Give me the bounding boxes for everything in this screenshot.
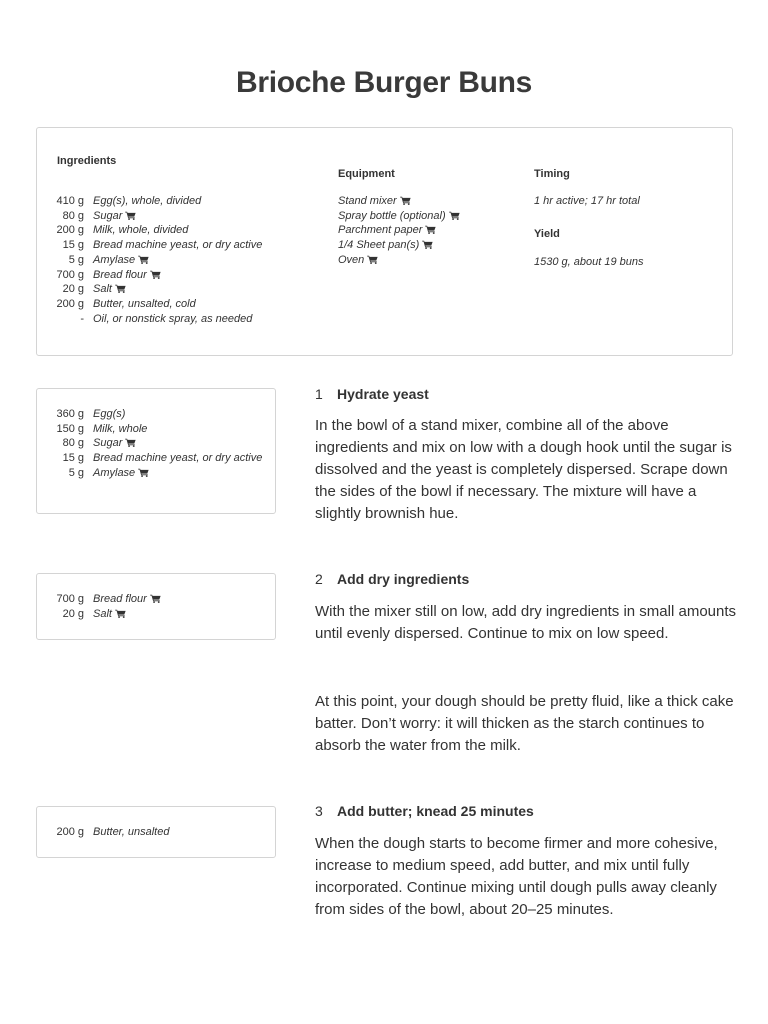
equipment-item bbox=[338, 209, 518, 224]
ingredient-name: Salt bbox=[93, 607, 112, 620]
ingredient-row bbox=[52, 253, 322, 268]
ingredient-row bbox=[52, 282, 322, 297]
page-title: Brioche Burger Buns bbox=[235, 66, 532, 99]
shopping-cart-icon[interactable] bbox=[115, 609, 126, 618]
shopping-cart-icon[interactable] bbox=[150, 594, 161, 603]
shopping-cart-icon[interactable] bbox=[138, 468, 149, 477]
shopping-cart-icon[interactable] bbox=[150, 270, 161, 279]
ingredient-qty: 5 g bbox=[68, 466, 84, 479]
equipment-name: 1/4 Sheet pan(s) bbox=[338, 239, 420, 252]
shopping-cart-icon[interactable] bbox=[449, 211, 460, 220]
ingredient-name: Salt bbox=[93, 283, 112, 296]
equipment-name: Spray bottle (optional) bbox=[338, 209, 446, 222]
yield-heading: Yield bbox=[534, 228, 560, 240]
shopping-cart-icon[interactable] bbox=[400, 196, 411, 205]
equipment-name: Oven bbox=[338, 253, 365, 266]
ingredient-qty: 15 g bbox=[62, 452, 84, 465]
equipment-name: Parchment paper bbox=[338, 224, 423, 237]
ingredient-row bbox=[52, 297, 322, 312]
step-title: Hydrate yeast bbox=[337, 386, 429, 402]
step-3-ingredients-box bbox=[36, 806, 276, 858]
step-title: Add dry ingredients bbox=[337, 571, 470, 587]
ingredients-heading: Ingredients bbox=[57, 155, 117, 167]
ingredient-row bbox=[52, 825, 267, 840]
equipment-item bbox=[338, 238, 518, 253]
step-instructions: When the dough starts to become firmer and more cohesive, increase to medium speed, add butter, and mix until fully incorporated. Continue mixing until dough pulls away cleanly from sides of the bowl, about 20–25 minutes. bbox=[315, 835, 718, 918]
ingredient-name: Milk, whole bbox=[93, 422, 148, 435]
step-title: Add butter; knead 25 minutes bbox=[337, 803, 534, 819]
ingredient-name: Bread machine yeast, or dry active bbox=[93, 452, 263, 465]
ingredient-name: Sugar bbox=[93, 209, 123, 222]
step-instructions: With the mixer still on low, add dry ingredients in small amounts until evenly dispersed. Continue to mix on low speed. bbox=[315, 603, 737, 642]
step-instructions: At this point, your dough should be pretty fluid, like a thick cake batter. Don’t worry: it will thicken as the starch continues to absorb the water from the milk. bbox=[315, 693, 734, 754]
ingredient-qty: 700 g bbox=[56, 268, 84, 281]
step-number: 2 bbox=[315, 571, 323, 587]
ingredient-qty: 200 g bbox=[56, 297, 84, 310]
step-2-ingredients-box bbox=[36, 573, 276, 640]
ingredient-name: Butter, unsalted bbox=[93, 826, 170, 838]
timing-value: 1 hr active; 17 hr total bbox=[534, 195, 640, 207]
recipe-summary-card bbox=[36, 127, 733, 356]
ingredient-qty: 200 g bbox=[56, 826, 84, 838]
shopping-cart-icon[interactable] bbox=[422, 240, 433, 249]
ingredient-row bbox=[52, 592, 267, 607]
ingredient-name: Bread flour bbox=[93, 593, 147, 605]
ingredient-qty: 700 g bbox=[56, 593, 84, 605]
ingredient-name: Bread flour bbox=[93, 268, 147, 281]
shopping-cart-icon[interactable] bbox=[138, 255, 149, 264]
shopping-cart-icon[interactable] bbox=[367, 255, 378, 264]
step-number: 3 bbox=[315, 803, 323, 819]
ingredient-name: Sugar bbox=[93, 437, 123, 450]
ingredient-name: Butter, unsalted, cold bbox=[93, 297, 196, 310]
step-ingredient-list bbox=[52, 592, 267, 621]
ingredient-row bbox=[52, 422, 267, 437]
ingredient-row bbox=[52, 451, 267, 466]
ingredient-row bbox=[52, 436, 267, 451]
ingredient-qty: 20 g bbox=[62, 283, 84, 296]
ingredient-name: Amylase bbox=[93, 253, 136, 266]
step-ingredient-list bbox=[52, 825, 267, 840]
equipment-item bbox=[338, 253, 518, 268]
yield-value: 1530 g, about 19 buns bbox=[534, 256, 644, 268]
shopping-cart-icon[interactable] bbox=[125, 211, 136, 220]
ingredient-qty: 15 g bbox=[62, 239, 84, 252]
ingredient-row bbox=[52, 209, 322, 224]
ingredient-name: Amylase bbox=[93, 466, 136, 479]
summary-ingredient-list bbox=[52, 194, 322, 326]
equipment-heading: Equipment bbox=[338, 168, 395, 180]
ingredient-row bbox=[52, 466, 267, 481]
ingredient-qty: - bbox=[80, 312, 84, 325]
ingredient-row bbox=[52, 407, 267, 422]
ingredient-row bbox=[52, 223, 322, 238]
ingredient-name: Egg(s) bbox=[93, 408, 126, 420]
shopping-cart-icon[interactable] bbox=[125, 438, 136, 447]
ingredient-qty: 5 g bbox=[68, 253, 84, 266]
equipment-item bbox=[338, 194, 518, 209]
ingredient-row bbox=[52, 312, 322, 327]
ingredient-row bbox=[52, 194, 322, 209]
ingredient-name: Bread machine yeast, or dry active bbox=[93, 239, 263, 252]
shopping-cart-icon[interactable] bbox=[425, 225, 436, 234]
ingredient-qty: 80 g bbox=[62, 209, 84, 222]
equipment-list bbox=[338, 194, 518, 268]
ingredient-qty: 410 g bbox=[56, 195, 84, 207]
ingredient-row bbox=[52, 268, 322, 283]
ingredient-row bbox=[52, 607, 267, 622]
ingredient-qty: 80 g bbox=[62, 437, 84, 450]
equipment-item bbox=[338, 223, 518, 238]
ingredient-name: Oil, or nonstick spray, as needed bbox=[93, 312, 253, 325]
ingredient-name: Milk, whole, divided bbox=[93, 224, 189, 237]
ingredient-qty: 200 g bbox=[56, 224, 84, 237]
ingredient-qty: 360 g bbox=[56, 408, 84, 420]
shopping-cart-icon[interactable] bbox=[115, 284, 126, 293]
step-instructions: In the bowl of a stand mixer, combine all of the above ingredients and mix on low with a dough hook until the sugar is dissolved and the yeast is completely dispersed. Scrape down the sides of the bowl if necessary. The mixture will have a slightly brownish hue. bbox=[315, 417, 732, 522]
ingredient-name: Egg(s), whole, divided bbox=[93, 195, 202, 207]
ingredient-qty: 20 g bbox=[62, 607, 84, 620]
equipment-name: Stand mixer bbox=[338, 195, 397, 207]
ingredient-qty: 150 g bbox=[56, 422, 84, 435]
timing-heading: Timing bbox=[534, 168, 570, 180]
step-number: 1 bbox=[315, 386, 323, 402]
ingredient-row bbox=[52, 238, 322, 253]
step-1-ingredients-box bbox=[36, 388, 276, 514]
step-ingredient-list bbox=[52, 407, 267, 481]
